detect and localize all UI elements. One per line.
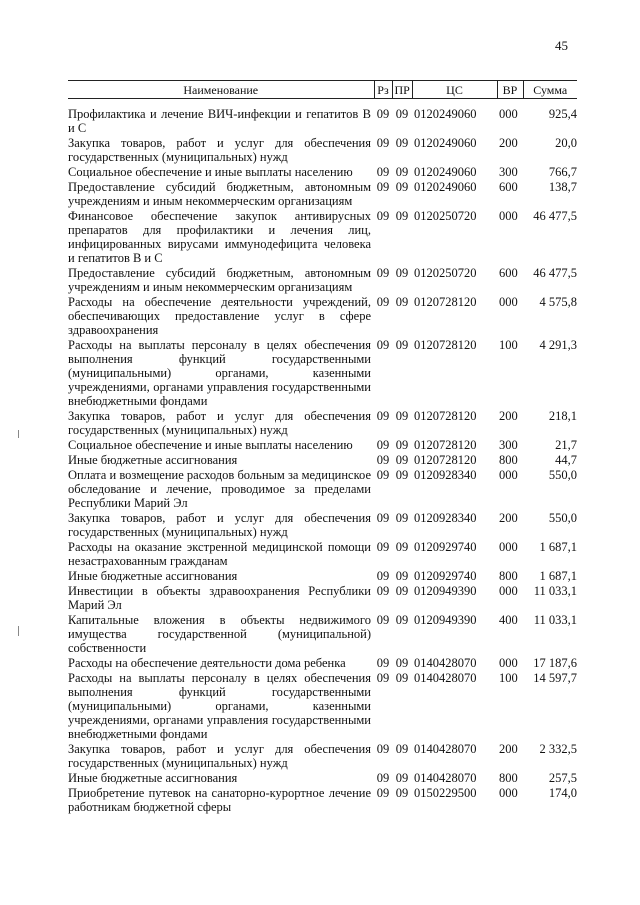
cell-name: Иные бюджетные ассигнования — [68, 453, 238, 467]
cell-pr: 09 — [395, 540, 409, 554]
cell-sum: 46 477,5 — [533, 266, 577, 280]
cell-cs: 0120949390 — [414, 613, 477, 627]
table-row — [68, 467, 577, 510]
cell-cs: 0140428070 — [414, 742, 477, 756]
cell-rz: 09 — [376, 266, 390, 280]
cell-rz: 09 — [376, 786, 390, 800]
cell-vr: 100 — [499, 671, 518, 685]
header-sum: Сумма — [523, 81, 577, 99]
cell-sum: 1 687,1 — [539, 569, 577, 583]
cell-vr: 200 — [499, 742, 518, 756]
table-row — [68, 612, 577, 655]
table-row — [68, 437, 577, 452]
cell-rz: 09 — [376, 295, 390, 309]
table-row — [68, 337, 577, 408]
cell-vr: 000 — [499, 209, 518, 223]
cell-sum: 1 687,1 — [539, 540, 577, 554]
cell-rz: 09 — [376, 584, 390, 598]
cell-cs: 0120249060 — [414, 136, 477, 150]
cell-rz: 09 — [376, 540, 390, 554]
table-row — [68, 770, 577, 785]
cell-rz: 09 — [376, 771, 390, 785]
cell-name: Расходы на обеспечение деятельности учреждений, обеспечивающих предоставление услуг в сфере здравоохранения — [68, 295, 371, 337]
cell-sum: 766,7 — [548, 165, 577, 179]
cell-rz: 09 — [376, 165, 390, 179]
cell-rz: 09 — [376, 671, 390, 685]
cell-vr: 800 — [499, 453, 518, 467]
cell-cs: 0120728120 — [414, 438, 477, 452]
cell-cs: 0120250720 — [414, 209, 477, 223]
cell-pr: 09 — [395, 453, 409, 467]
cell-sum: 17 187,6 — [533, 656, 577, 670]
cell-pr: 09 — [395, 569, 409, 583]
cell-pr: 09 — [395, 771, 409, 785]
cell-sum: 11 033,1 — [533, 584, 577, 598]
cell-sum: 44,7 — [555, 453, 577, 467]
cell-pr: 09 — [395, 266, 409, 280]
table-row — [68, 164, 577, 179]
table-row — [68, 568, 577, 583]
cell-vr: 000 — [499, 295, 518, 309]
cell-sum: 550,0 — [548, 468, 577, 482]
table-row — [68, 539, 577, 568]
cell-cs: 0120928340 — [414, 468, 477, 482]
cell-sum: 20,0 — [555, 136, 577, 150]
cell-sum: 21,7 — [555, 438, 577, 452]
cell-name: Профилактика и лечение ВИЧ-инфекции и гепатитов В и С — [68, 107, 371, 135]
cell-pr: 09 — [395, 468, 409, 482]
cell-pr: 09 — [395, 107, 409, 121]
header-vr: ВР — [497, 81, 523, 99]
cell-name: Иные бюджетные ассигнования — [68, 569, 238, 583]
table-row — [68, 135, 577, 164]
cell-name: Закупка товаров, работ и услуг для обеспечения государственных (муниципальных) нужд — [68, 409, 371, 437]
cell-cs: 0120249060 — [414, 165, 477, 179]
cell-sum: 14 597,7 — [533, 671, 577, 685]
cell-cs: 0150229500 — [414, 786, 477, 800]
cell-pr: 09 — [395, 295, 409, 309]
cell-pr: 09 — [395, 136, 409, 150]
cell-sum: 2 332,5 — [539, 742, 577, 756]
budget-table — [68, 80, 577, 814]
cell-rz: 09 — [376, 613, 390, 627]
cell-name: Приобретение путевок на санаторно-курортное лечение работникам бюджетной сферы — [68, 786, 371, 814]
cell-cs: 0140428070 — [414, 771, 477, 785]
cell-rz: 09 — [376, 453, 390, 467]
cell-name: Иные бюджетные ассигнования — [68, 771, 238, 785]
cell-pr: 09 — [395, 613, 409, 627]
cell-name: Социальное обеспечение и иные выплаты населению — [68, 165, 353, 179]
cell-sum: 550,0 — [548, 511, 577, 525]
cell-sum: 257,5 — [548, 771, 577, 785]
cell-name: Предоставление субсидий бюджетным, автономным учреждениям и иным некоммерческим организациям — [68, 266, 371, 294]
cell-sum: 174,0 — [548, 786, 577, 800]
cell-sum: 925,4 — [548, 107, 577, 121]
header-spacer — [68, 99, 577, 107]
cell-rz: 09 — [376, 180, 390, 194]
cell-cs: 0140428070 — [414, 671, 477, 685]
cell-cs: 0120249060 — [414, 180, 477, 194]
cell-cs: 0120929740 — [414, 569, 477, 583]
cell-name: Расходы на выплаты персоналу в целях обеспечения выполнения функций государственными (муниципальными) органами, казенными учреждениями, органами управления государственными внебюджетными фондами — [68, 671, 371, 741]
cell-vr: 300 — [499, 165, 518, 179]
cell-cs: 0120928340 — [414, 511, 477, 525]
cell-vr: 300 — [499, 438, 518, 452]
cell-cs: 0120929740 — [414, 540, 477, 554]
table-row — [68, 510, 577, 539]
table-row — [68, 106, 577, 135]
cell-name: Предоставление субсидий бюджетным, автономным учреждениям и иным некоммерческим организациям — [68, 180, 371, 208]
cell-cs: 0120949390 — [414, 584, 477, 598]
cell-vr: 600 — [499, 266, 518, 280]
cell-vr: 200 — [499, 511, 518, 525]
cell-vr: 200 — [499, 136, 518, 150]
cell-sum: 4 575,8 — [539, 295, 577, 309]
cell-pr: 09 — [395, 656, 409, 670]
scan-margin-mark — [18, 626, 19, 636]
cell-name: Расходы на выплаты персоналу в целях обеспечения выполнения функций государственными (муниципальными) органами, казенными учреждениями, органами управления государственными внебюджетными фондами — [68, 338, 371, 408]
page-number: 45 — [555, 38, 568, 53]
table-row — [68, 208, 577, 265]
table-row — [68, 655, 577, 670]
table-row — [68, 583, 577, 612]
cell-rz: 09 — [376, 468, 390, 482]
cell-vr: 000 — [499, 540, 518, 554]
cell-name: Социальное обеспечение и иные выплаты населению — [68, 438, 353, 452]
cell-cs: 0120728120 — [414, 295, 477, 309]
table-row — [68, 179, 577, 208]
cell-pr: 09 — [395, 438, 409, 452]
table-body — [68, 99, 577, 815]
cell-pr: 09 — [395, 742, 409, 756]
cell-vr: 800 — [499, 771, 518, 785]
cell-rz: 09 — [376, 511, 390, 525]
cell-vr: 100 — [499, 338, 518, 352]
cell-pr: 09 — [395, 409, 409, 423]
table-header — [68, 81, 577, 99]
cell-sum: 11 033,1 — [533, 613, 577, 627]
cell-vr: 000 — [499, 107, 518, 121]
cell-name: Расходы на оказание экстренной медицинской помощи незастрахованным гражданам — [68, 540, 371, 568]
cell-cs: 0140428070 — [414, 656, 477, 670]
header-name: Наименование — [68, 81, 374, 99]
cell-name: Закупка товаров, работ и услуг для обеспечения государственных (муниципальных) нужд — [68, 136, 371, 164]
cell-rz: 09 — [376, 656, 390, 670]
cell-vr: 000 — [499, 786, 518, 800]
header-pr: ПР — [392, 81, 412, 99]
cell-vr: 200 — [499, 409, 518, 423]
table-row — [68, 452, 577, 467]
table-row — [68, 670, 577, 741]
cell-cs: 0120728120 — [414, 338, 477, 352]
cell-vr: 800 — [499, 569, 518, 583]
cell-pr: 09 — [395, 165, 409, 179]
cell-pr: 09 — [395, 786, 409, 800]
cell-cs: 0120728120 — [414, 453, 477, 467]
scan-margin-mark — [18, 430, 19, 438]
cell-vr: 000 — [499, 584, 518, 598]
cell-name: Закупка товаров, работ и услуг для обеспечения государственных (муниципальных) нужд — [68, 742, 371, 770]
cell-rz: 09 — [376, 742, 390, 756]
table-row — [68, 294, 577, 337]
cell-rz: 09 — [376, 107, 390, 121]
cell-pr: 09 — [395, 671, 409, 685]
cell-cs: 0120249060 — [414, 107, 477, 121]
cell-pr: 09 — [395, 584, 409, 598]
cell-vr: 600 — [499, 180, 518, 194]
cell-rz: 09 — [376, 338, 390, 352]
cell-rz: 09 — [376, 569, 390, 583]
cell-name: Капитальные вложения в объекты недвижимого имущества государственной (муниципальной) собственности — [68, 613, 371, 655]
cell-cs: 0120728120 — [414, 409, 477, 423]
cell-vr: 000 — [499, 468, 518, 482]
cell-name: Оплата и возмещение расходов больным за медицинское обследование и лечение, проводимое за пределами Республики Марий Эл — [68, 468, 371, 510]
cell-rz: 09 — [376, 209, 390, 223]
cell-sum: 138,7 — [548, 180, 577, 194]
cell-pr: 09 — [395, 209, 409, 223]
cell-name: Расходы на обеспечение деятельности дома ребенка — [68, 656, 346, 670]
cell-name: Финансовое обеспечение закупок антивирусных препаратов для профилактики и лечения лиц, инфицированных вирусами иммунодефицита человека и гепатитов В и С — [68, 209, 371, 265]
cell-name: Инвестиции в объекты здравоохранения Республики Марий Эл — [68, 584, 371, 612]
cell-vr: 000 — [499, 656, 518, 670]
header-rz: Рз — [374, 81, 392, 99]
cell-sum: 46 477,5 — [533, 209, 577, 223]
cell-vr: 400 — [499, 613, 518, 627]
cell-pr: 09 — [395, 511, 409, 525]
table-row — [68, 741, 577, 770]
cell-pr: 09 — [395, 180, 409, 194]
cell-name: Закупка товаров, работ и услуг для обеспечения государственных (муниципальных) нужд — [68, 511, 371, 539]
table-row — [68, 408, 577, 437]
cell-cs: 0120250720 — [414, 266, 477, 280]
cell-rz: 09 — [376, 438, 390, 452]
cell-rz: 09 — [376, 409, 390, 423]
cell-sum: 218,1 — [548, 409, 577, 423]
cell-rz: 09 — [376, 136, 390, 150]
header-cs: ЦС — [412, 81, 497, 99]
table-row — [68, 265, 577, 294]
cell-pr: 09 — [395, 338, 409, 352]
cell-sum: 4 291,3 — [539, 338, 577, 352]
table-row — [68, 785, 577, 814]
